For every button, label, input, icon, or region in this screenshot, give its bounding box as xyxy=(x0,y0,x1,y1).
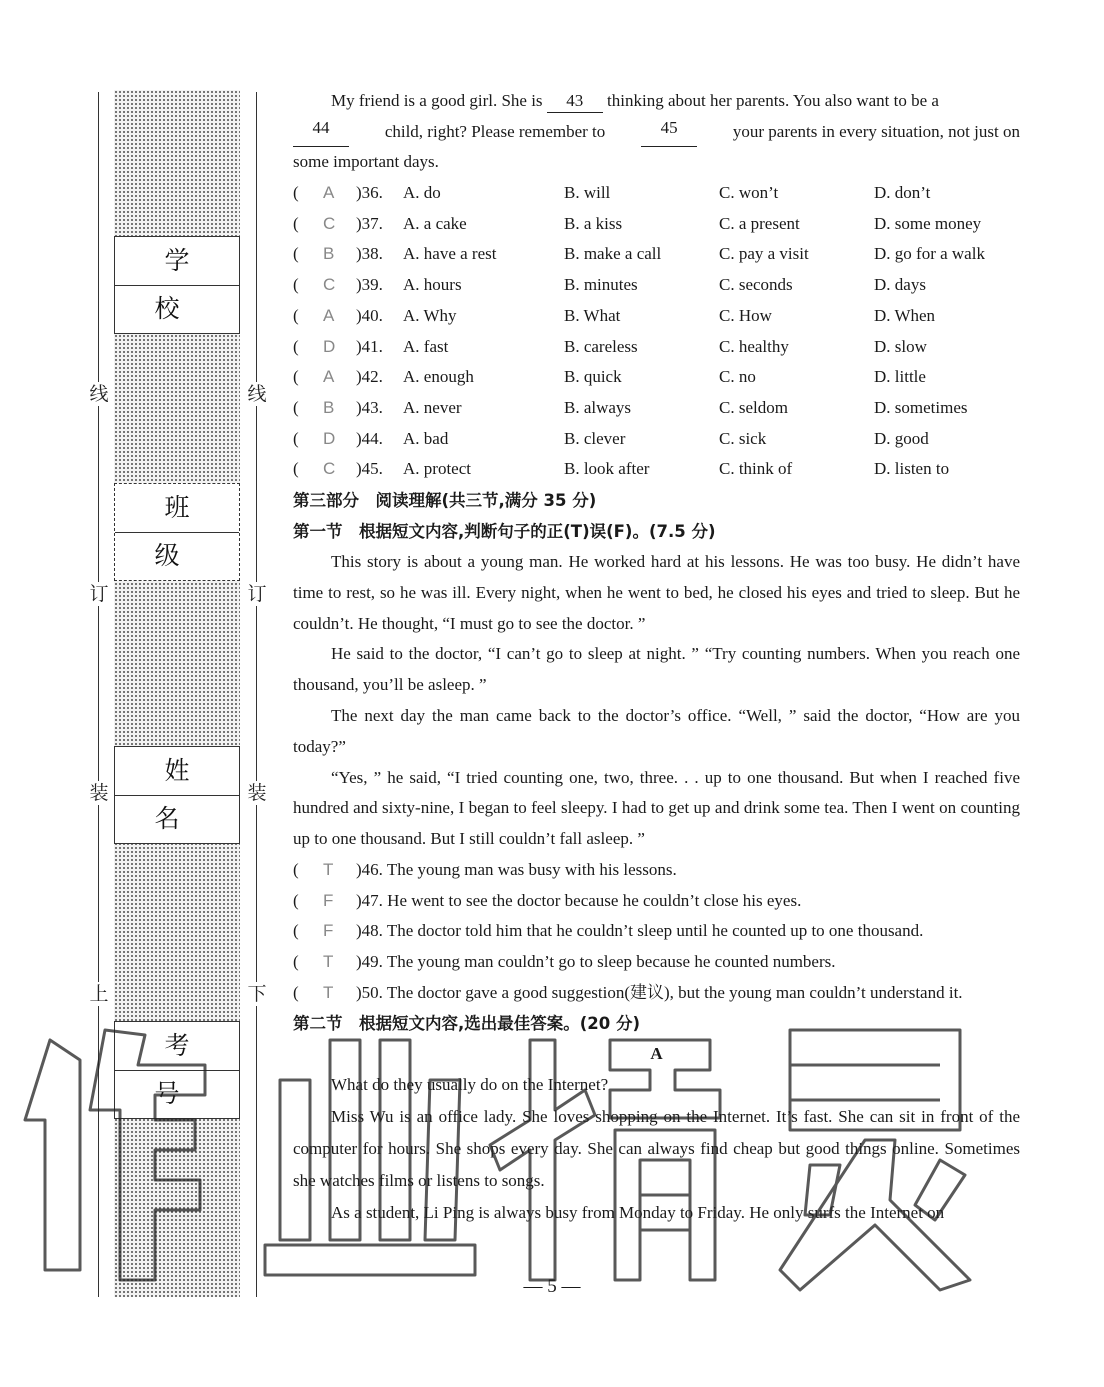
paren: ( xyxy=(293,305,299,325)
passage-a-paragraph: Miss Wu is an office lady. She loves shopping on the Internet. It’s fast. She can sit in front of the computer for hours. She shops every day. She can always find cheap but good things online. Sometimes she watches films or listens to songs. xyxy=(293,1107,1020,1191)
story-paragraph: This story is about a young man. He worked hard at his lessons. He was too busy. He didn’t have time to rest, so he was ill. Every night, when he went to bed, he closed his eyes and tried to sleep. But he couldn’t. He thought, “I must go to see the doctor. ” xyxy=(293,551,1020,633)
option-c[interactable]: C. pay a visit xyxy=(719,244,809,264)
option-a[interactable]: A. protect xyxy=(403,459,471,479)
question-number: )37. xyxy=(356,213,383,233)
question-number: )44. xyxy=(356,428,383,448)
passage-a xyxy=(293,1069,1020,1229)
class-field[interactable] xyxy=(114,483,240,581)
option-b[interactable]: B. What xyxy=(564,305,621,325)
statement: )48. The doctor told him that he couldn’t sleep until he counted up to one thousand. xyxy=(356,921,924,941)
answer: A xyxy=(323,183,335,203)
cloze-passage-end xyxy=(293,86,1020,178)
question-number: )40. xyxy=(356,305,383,325)
statement: )46. The young man was busy with his lessons. xyxy=(356,859,677,879)
option-d[interactable]: D. days xyxy=(874,275,926,295)
option-b[interactable]: B. minutes xyxy=(564,275,638,295)
question-number: )39. xyxy=(356,275,383,295)
exam-number-field[interactable] xyxy=(114,1021,240,1119)
option-d[interactable]: D. go for a walk xyxy=(874,244,985,264)
choice-question-row xyxy=(293,424,1020,455)
paren: ( xyxy=(293,336,299,356)
paren: ( xyxy=(293,275,299,295)
answer: T xyxy=(323,982,334,1002)
answer: T xyxy=(323,859,334,879)
binding-line-left xyxy=(98,92,99,1297)
choice-question-row xyxy=(293,301,1020,332)
option-a[interactable]: A. have a rest xyxy=(403,244,497,264)
option-b[interactable]: B. always xyxy=(564,397,632,417)
passage-line: some important days. xyxy=(293,152,439,172)
true-false-item xyxy=(293,916,1020,947)
blank-45[interactable]: 45 xyxy=(641,117,697,148)
option-d[interactable]: D. don’t xyxy=(874,183,931,203)
story-paragraph: The next day the man came back to the doctor’s office. “Well, ” said the doctor, “How are you today?” xyxy=(293,705,1020,756)
name-label: 姓 名 xyxy=(115,747,239,796)
school-label: 学 校 xyxy=(115,237,239,286)
paren: ( xyxy=(293,428,299,448)
passage-a-paragraph: As a student, Li Ping is always busy from Monday to Friday. He only surfs the Internet on xyxy=(331,1203,945,1223)
question-number: )36. xyxy=(356,183,383,203)
answer: C xyxy=(323,459,336,479)
option-a[interactable]: A. Why xyxy=(403,305,457,325)
binding-label: 订 xyxy=(87,582,111,606)
choice-question-row xyxy=(293,393,1020,424)
statement: )47. He went to see the doctor because he couldn’t close his eyes. xyxy=(356,890,802,910)
true-false-item xyxy=(293,978,1020,1009)
story-paragraph: He said to the doctor, “I can’t go to sleep at night. ” “Try counting numbers. When you reach one thousand, you’ll be asleep. ” xyxy=(293,644,1020,695)
option-b[interactable]: B. make a call xyxy=(564,244,662,264)
binding-line-right xyxy=(256,92,257,1297)
binding-label: 线 xyxy=(87,382,111,406)
answer: A xyxy=(323,367,335,387)
true-false-item xyxy=(293,855,1020,886)
option-a[interactable]: A. bad xyxy=(403,428,449,448)
option-c[interactable]: C. seldom xyxy=(719,397,788,417)
question-number: )42. xyxy=(356,367,383,387)
answer: C xyxy=(323,275,336,295)
story-paragraph: “Yes, ” he said, “I tried counting one, two, three. . . up to one thousand. But when I reached five hundred and sixty-nine, I began to feel sleepy. I had to get up and drink some tea. Then I went on counting up to one thousand. But I still couldn’t fall asleep. ” xyxy=(293,767,1020,849)
statement: )49. The young man couldn’t go to sleep because he counted numbers. xyxy=(356,952,836,972)
answer: B xyxy=(323,397,335,417)
passage-a-paragraph: What do they usually do on the Internet? xyxy=(331,1075,609,1095)
passage-line: My friend is a good girl. She is 43 thinking about her parents. You also want to be a xyxy=(293,86,1020,117)
class-label: 班 级 xyxy=(115,484,239,533)
choice-question-row xyxy=(293,178,1020,209)
binding-label: 下 xyxy=(245,982,269,1006)
choice-question-row xyxy=(293,209,1020,240)
binding-label: 装 xyxy=(245,781,269,805)
option-c[interactable]: C. no xyxy=(719,367,756,387)
question-number: )43. xyxy=(356,397,383,417)
answer: F xyxy=(323,921,334,941)
option-b[interactable]: B. look after xyxy=(564,459,650,479)
binding-label: 订 xyxy=(245,582,269,606)
option-c[interactable]: C. How xyxy=(719,305,772,325)
blank-43[interactable]: 43 xyxy=(547,90,603,113)
option-b[interactable]: B. clever xyxy=(564,428,626,448)
exam-number-label: 考 号 xyxy=(115,1022,239,1071)
answer: D xyxy=(323,336,336,356)
answer: F xyxy=(323,890,334,910)
blank-44[interactable]: 44 xyxy=(293,117,349,148)
school-field[interactable] xyxy=(114,236,240,334)
paren: ( xyxy=(293,890,299,910)
paren: ( xyxy=(293,921,299,941)
answer: A xyxy=(323,305,335,325)
page-number: — 5 — xyxy=(523,1276,581,1297)
option-d[interactable]: D. When xyxy=(874,305,936,325)
paren: ( xyxy=(293,213,299,233)
option-a[interactable]: A. fast xyxy=(403,336,449,356)
option-d[interactable]: D. some money xyxy=(874,213,982,233)
option-d[interactable]: D. listen to xyxy=(874,459,950,479)
paren: ( xyxy=(293,859,299,879)
option-a[interactable]: A. a cake xyxy=(403,213,467,233)
option-a[interactable]: A. never xyxy=(403,397,462,417)
option-d[interactable]: D. slow xyxy=(874,336,927,356)
answer: T xyxy=(323,952,334,972)
option-a[interactable]: A. hours xyxy=(403,275,462,295)
main-content xyxy=(293,86,1020,1229)
statement: )50. The doctor gave a good suggestion(建议), but the young man couldn’t understand it. xyxy=(356,982,963,1002)
binding-label: 上 xyxy=(87,982,111,1006)
choice-question-row xyxy=(293,454,1020,485)
option-a[interactable]: A. enough xyxy=(403,367,474,387)
option-c[interactable]: C. seconds xyxy=(719,275,793,295)
option-c[interactable]: C. healthy xyxy=(719,336,789,356)
option-b[interactable]: B. will xyxy=(564,183,611,203)
paren: ( xyxy=(293,459,299,479)
question-number: )38. xyxy=(356,244,383,264)
binding-label: 线 xyxy=(245,382,269,406)
passage-line: 44 child, right? Please remember to 45 your parents in every situation, not just on xyxy=(293,117,1020,148)
story xyxy=(293,547,1020,855)
paren: ( xyxy=(293,244,299,264)
option-a[interactable]: A. do xyxy=(403,183,441,203)
answer: B xyxy=(323,244,335,264)
binding-label: 装 xyxy=(87,781,111,805)
choice-question-row xyxy=(293,362,1020,393)
paren: ( xyxy=(293,982,299,1002)
choice-question-row xyxy=(293,270,1020,301)
option-d[interactable]: D. little xyxy=(874,367,926,387)
question-number: )45. xyxy=(356,459,383,479)
answer: C xyxy=(323,213,336,233)
option-b[interactable]: B. quick xyxy=(564,367,622,387)
option-d[interactable]: D. sometimes xyxy=(874,397,968,417)
passage-a-title: A xyxy=(650,1044,663,1064)
paren: ( xyxy=(293,952,299,972)
true-false-item xyxy=(293,886,1020,917)
option-c[interactable]: C. think of xyxy=(719,459,793,479)
true-false-list xyxy=(293,855,1020,1009)
name-field[interactable] xyxy=(114,746,240,844)
answer: D xyxy=(323,428,336,448)
section2-heading: 第二节 根据短文内容,选出最佳答案。(20 分) xyxy=(293,1014,641,1034)
option-b[interactable]: B. careless xyxy=(564,336,638,356)
true-false-item xyxy=(293,947,1020,978)
option-d[interactable]: D. good xyxy=(874,428,929,448)
choice-question-row xyxy=(293,332,1020,363)
option-c[interactable]: C. sick xyxy=(719,428,767,448)
option-c[interactable]: C. won’t xyxy=(719,183,779,203)
option-c[interactable]: C. a present xyxy=(719,213,800,233)
option-b[interactable]: B. a kiss xyxy=(564,213,623,233)
paren: ( xyxy=(293,367,299,387)
choice-question-row xyxy=(293,239,1020,270)
paren: ( xyxy=(293,183,299,203)
part3-heading: 第三部分 阅读理解(共三节,满分 35 分) xyxy=(293,490,597,510)
section1-heading: 第一节 根据短文内容,判断句子的正(T)误(F)。(7.5 分) xyxy=(293,521,716,541)
paren: ( xyxy=(293,397,299,417)
choice-list xyxy=(293,178,1020,485)
question-number: )41. xyxy=(356,336,383,356)
